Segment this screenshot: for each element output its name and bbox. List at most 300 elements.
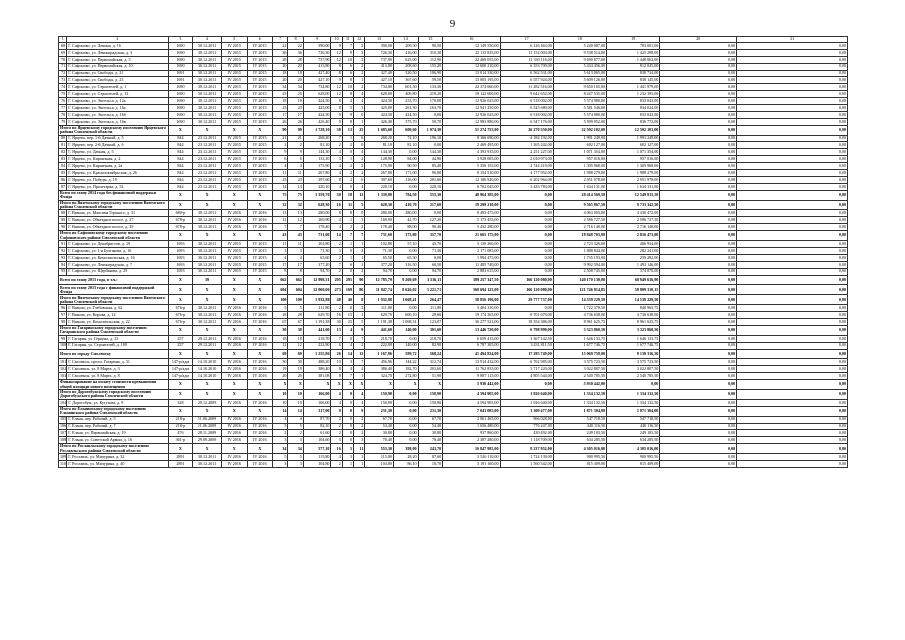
table-cell: 3 404 310,00 xyxy=(443,305,500,312)
table-cell: 1690 xyxy=(168,49,193,56)
table-cell: 386,40 xyxy=(303,366,331,373)
address-cell: Г. Ярцево, ул. Кирпичная, д. 2 xyxy=(67,156,168,163)
table-cell: 9 887 115,00 xyxy=(443,373,500,380)
table-cell: 30.12.2011 xyxy=(193,43,222,50)
table-cell: 0,00 xyxy=(737,318,848,325)
table-cell: 9 992 594,00 xyxy=(553,261,606,268)
address-cell: Г. Ельня, ул. Первомайская, д. 19 xyxy=(67,430,168,437)
table-row xyxy=(59,335,848,342)
table-cell: 815 409,00 xyxy=(553,460,606,467)
table-cell: 367,60 xyxy=(393,77,418,84)
table-cell: IV 2015 xyxy=(247,176,273,183)
table-cell: X xyxy=(303,380,331,390)
table-cell: 38 xyxy=(331,125,342,135)
table-cell: 4 594 905,00 xyxy=(443,399,500,406)
table-cell: 150,90 xyxy=(365,389,394,399)
table-cell: 0,00 xyxy=(737,285,848,295)
table-cell: 441,60 xyxy=(303,325,331,335)
table-cell: 3 xyxy=(273,437,288,444)
table-cell: 3 xyxy=(354,49,365,56)
table-cell: 3 xyxy=(331,437,342,444)
table-cell: 397,60 xyxy=(365,176,394,183)
table-cell: 0,00 xyxy=(737,444,848,454)
table-cell: 844 xyxy=(168,163,193,170)
table-cell: X xyxy=(247,444,273,454)
table-cell: 166 120 080,00 xyxy=(500,285,553,295)
table-cell: IV 2016 xyxy=(247,210,273,217)
table-cell: 18,70 xyxy=(418,460,443,467)
table-cell: 94,70 xyxy=(303,268,331,275)
table-cell: 14.10.2010 xyxy=(193,359,222,366)
table-cell: 96,80 xyxy=(418,170,443,177)
table-cell: 12 xyxy=(354,190,365,200)
table-cell: 2 251 227,00 xyxy=(500,149,553,156)
table-cell: X xyxy=(168,389,193,399)
table-cell: 12 983 880,00 xyxy=(443,118,500,125)
table-cell: 30.12.2011 xyxy=(193,111,222,118)
table-cell: 0,00 xyxy=(737,142,848,149)
table-cell: 0,00 xyxy=(737,77,848,84)
table-cell: 599,72 xyxy=(393,349,418,359)
table-row xyxy=(59,254,848,261)
table-cell: 0,00 xyxy=(737,125,848,135)
table-cell: 0,00 xyxy=(737,335,848,342)
table-row xyxy=(59,105,848,112)
table-cell: 68 949 616,90 xyxy=(607,275,660,285)
table-row xyxy=(59,247,848,254)
table-cell: 17 xyxy=(288,111,303,118)
table-cell: 4 xyxy=(342,98,353,105)
table-cell: 22 374 660,00 xyxy=(443,84,500,91)
table-cell: 91 xyxy=(59,241,67,248)
table-cell: 0,00 xyxy=(500,200,553,210)
table-cell: 0,00 xyxy=(737,399,848,406)
address-cell: Г. Сафоново, ул. Энгельса, д. 16в xyxy=(67,118,168,125)
table-cell: IV 2016 xyxy=(221,399,247,406)
table-cell: 5 xyxy=(342,444,353,454)
table-cell: 19 122 600,00 xyxy=(443,91,500,98)
table-cell: 166,00 xyxy=(303,399,331,406)
table-cell: 2 716 140,00 xyxy=(553,224,606,231)
table-cell: 121 746 814,85 xyxy=(553,285,606,295)
table-cell: IV 2016 xyxy=(247,423,273,430)
table-cell: 30.12.2011 xyxy=(193,70,222,77)
table-cell: 8 166 690,00 xyxy=(443,135,500,142)
table-cell: 13 xyxy=(273,210,288,217)
table-cell: X xyxy=(168,125,193,135)
table-cell: 838 145,00 xyxy=(607,77,660,84)
table-cell: X xyxy=(247,349,273,359)
table-cell: 116,00 xyxy=(393,176,418,183)
table-cell: 0,00 xyxy=(660,261,737,268)
table-cell: 6 518 002,00 xyxy=(500,111,553,118)
table-cell: IV 2016 xyxy=(221,217,247,224)
table-cell: X xyxy=(193,380,222,390)
table-cell: 2 xyxy=(288,142,303,149)
table-cell: 3 191 160,00 xyxy=(443,460,500,467)
table-cell: 70 xyxy=(59,56,67,63)
subtotal-label: Итого по Рославльскому городскому поселению Рославльского района Смоленской области xyxy=(59,444,169,454)
table-cell: 10 xyxy=(288,399,303,406)
table-cell: 0,00 xyxy=(660,318,737,325)
table-cell: 1 932,88 xyxy=(303,295,331,305)
table-cell: 0,00 xyxy=(500,210,553,217)
table-cell: 427,10 xyxy=(365,77,394,84)
table-cell: IV 2015 xyxy=(247,98,273,105)
table-cell: 7 xyxy=(288,224,303,231)
table-cell: 966 028,00 xyxy=(500,416,553,423)
table-cell: 4 xyxy=(288,254,303,261)
table-cell: 87,60 xyxy=(418,454,443,461)
table-cell: 2 xyxy=(288,430,303,437)
table-cell: 107 xyxy=(60,430,67,436)
table-cell: 0,00 xyxy=(500,231,553,241)
table-cell: 7 xyxy=(354,359,365,366)
table-cell: 9 642 652,00 xyxy=(500,91,553,98)
table-cell: 424,50 xyxy=(303,111,331,118)
table-cell: 96 xyxy=(59,305,67,312)
table-cell: 0,00 xyxy=(737,366,848,373)
table-cell: 0,00 xyxy=(660,423,737,430)
table-cell: 8 xyxy=(273,268,288,275)
table-cell: 9 690 877,00 xyxy=(553,56,606,63)
table-cell: 17 xyxy=(273,111,288,118)
table-cell: 547 718,50 xyxy=(553,416,606,423)
table-cell: 0,00 xyxy=(660,70,737,77)
table-cell: IV 2016 xyxy=(247,342,273,349)
table-cell: 6 557 924,00 xyxy=(500,77,553,84)
table-cell: 171,00 xyxy=(393,170,418,177)
table-cell: 5 xyxy=(273,454,288,461)
table-cell: 76 xyxy=(59,98,67,105)
table-cell: 18 xyxy=(288,70,303,77)
table-cell: 82,10 xyxy=(303,423,331,430)
subtotal-row xyxy=(59,325,848,335)
table-cell: 3 431 811,50 xyxy=(500,342,553,349)
subtotal-label: Итого по Дорогобужскому городскому поселению Дорогобужского района Смоленской области xyxy=(59,389,169,399)
table-cell: 6 xyxy=(342,70,353,77)
table-cell: 0,00 xyxy=(660,305,737,312)
table-cell: 0,00 xyxy=(660,399,737,406)
table-cell: 90 xyxy=(59,224,67,231)
table-cell: 568,24 xyxy=(418,349,443,359)
table-cell: 3 xyxy=(288,247,303,254)
table-cell: 6 787 305,00 xyxy=(443,342,500,349)
table-cell: X xyxy=(168,200,193,210)
table-cell: 2 387 280,00 xyxy=(443,437,500,444)
table-cell: 5 xyxy=(288,454,303,461)
table-cell: IV 2016 xyxy=(247,312,273,319)
table-cell: 30.12.2011 xyxy=(193,305,222,312)
table-cell: 1 722 378,50 xyxy=(553,305,606,312)
table-cell: 9 565 867,50 xyxy=(553,200,606,210)
table-cell: 0,00 xyxy=(737,247,848,254)
table-cell: 34 xyxy=(273,444,288,454)
table-cell: 21 xyxy=(273,135,288,142)
table-cell: X xyxy=(168,349,193,359)
table-cell: 776 247,00 xyxy=(500,423,553,430)
table-cell: 0,00 xyxy=(737,111,848,118)
table-cell: X xyxy=(193,285,222,295)
table-cell: IV 2015 xyxy=(221,56,247,63)
table-cell: 231,30 xyxy=(418,406,443,416)
table-cell: 220,10 xyxy=(418,183,443,190)
table-cell: 409,80 xyxy=(393,91,418,98)
table-cell: 30,80 xyxy=(365,430,394,437)
table-cell: 317,00 xyxy=(303,406,331,416)
table-cell: 9 139 316,50 xyxy=(607,349,660,359)
table-cell: 0,00 xyxy=(418,111,443,118)
table-cell: 0,00 xyxy=(500,261,553,268)
table-cell: X xyxy=(168,444,193,454)
table-cell: 5 356 155,00 xyxy=(443,163,500,170)
subtotal-label: Итого по Вяземскому городскому поселению Вяземского района Смоленской области xyxy=(59,200,169,210)
table-cell: 10 xyxy=(288,389,303,399)
column-number-cell: 17 xyxy=(500,37,553,43)
table-cell: 0,00 xyxy=(660,111,737,118)
table-cell: 441,60 xyxy=(365,325,394,335)
table-cell: 30 xyxy=(288,325,303,335)
table-cell: IV 2016 xyxy=(247,366,273,373)
address-cell: Г. Смоленск, ул. 8 Марта, д. 8 xyxy=(67,373,168,380)
table-cell: 12 106 920,00 xyxy=(443,176,500,183)
table-cell: 155,20 xyxy=(418,63,443,70)
table-cell: X xyxy=(193,200,222,210)
table-cell: 844 xyxy=(168,156,193,163)
table-cell: 0,00 xyxy=(737,163,848,170)
table-cell: 22 xyxy=(273,43,288,50)
table-cell: 1 xyxy=(354,373,365,380)
table-cell: X xyxy=(247,325,273,335)
table-cell: 833 043,00 xyxy=(607,98,660,105)
address-cell: Г. Ярцево, ул. Победы, д. 19 xyxy=(67,176,168,183)
table-cell: 28 xyxy=(288,312,303,319)
table-cell: 220,10 xyxy=(303,183,331,190)
subtotal-row xyxy=(59,125,848,135)
table-cell: X xyxy=(354,380,365,390)
table-cell: IV 2015 xyxy=(221,176,247,183)
table-cell: 111,80 xyxy=(365,305,394,312)
table-cell: 0,00 xyxy=(660,200,737,210)
table-cell: 8 xyxy=(331,210,342,217)
table-cell: 389 257 347,50 xyxy=(443,275,500,285)
column-number-cell: 15 xyxy=(418,37,443,43)
table-cell: 16 xyxy=(331,312,342,319)
table-cell: 68 xyxy=(59,43,67,50)
table-cell: 2 xyxy=(342,142,353,149)
table-cell: 41 494 824,00 xyxy=(443,349,500,359)
table-cell: IV 2015 xyxy=(221,63,247,70)
table-cell: 0,00 xyxy=(737,170,848,177)
table-cell: 21 665 175,00 xyxy=(443,231,500,241)
table-cell: 30.12.2011 xyxy=(193,268,222,275)
table-cell: 147-р/адм xyxy=(168,366,193,373)
table-cell: 3 xyxy=(342,359,353,366)
table-cell: 0,00 xyxy=(737,118,848,125)
table-cell: 5 613 065,00 xyxy=(553,70,606,77)
table-cell: 6 659 415,00 xyxy=(443,335,500,342)
table-cell: 22 115 835,00 xyxy=(443,49,500,56)
table-cell: 208,60 xyxy=(393,63,418,70)
table-cell: 0,00 xyxy=(393,430,418,437)
table-cell: 2 171 085,00 xyxy=(443,247,500,254)
subtotal-row xyxy=(59,349,848,359)
table-cell: 0,00 xyxy=(737,156,848,163)
table-cell: 390,00 xyxy=(303,43,331,50)
column-number-cell: 21 xyxy=(737,37,848,43)
table-cell: 4 xyxy=(354,91,365,98)
table-cell: 0,00 xyxy=(660,170,737,177)
table-cell: 6 762 985,00 xyxy=(500,359,553,366)
table-cell: 58 856 196,00 xyxy=(443,295,500,305)
table-cell: 604 xyxy=(288,285,303,295)
address-cell: Г. Сафоново, ул. Первомайская, д. 10 xyxy=(67,63,168,70)
table-cell: 553,30 xyxy=(365,444,394,454)
table-cell: 14 xyxy=(342,349,353,359)
table-cell: IV 2015 xyxy=(247,56,273,63)
table-cell: 2 xyxy=(354,70,365,77)
table-cell: 9 xyxy=(354,406,365,416)
table-cell: 0,00 xyxy=(737,312,848,319)
table-cell: 1691 xyxy=(168,77,193,84)
table-cell: 10 xyxy=(273,399,288,406)
table-cell: 0,00 xyxy=(660,118,737,125)
table-cell: 1693 xyxy=(168,261,193,268)
table-cell: 0,00 xyxy=(660,77,737,84)
table-cell: 84 xyxy=(59,163,67,170)
table-cell: 25 xyxy=(288,91,303,98)
table-cell: 937 860,00 xyxy=(443,430,500,437)
subtotal-row xyxy=(59,406,848,416)
table-cell: 95 xyxy=(59,268,67,275)
table-cell: 23.12.2011 xyxy=(193,149,222,156)
table-cell: 0,00 xyxy=(737,70,848,77)
table-cell: 128,90 xyxy=(365,156,394,163)
table-cell: 40 964 385,00 xyxy=(443,190,500,200)
table-cell: 6 xyxy=(273,156,288,163)
table-cell: 1690 xyxy=(168,105,193,112)
table-cell: 4 xyxy=(354,366,365,373)
table-cell: IV 2015 xyxy=(221,111,247,118)
table-cell: IV 2016 xyxy=(247,416,273,423)
table-cell: 280,00 xyxy=(393,210,418,217)
table-cell: 3 516,11 xyxy=(418,275,443,285)
table-cell: 71,30 xyxy=(303,247,331,254)
address-cell: Г. Вязьма, ул. Максима Горького, д. 31 xyxy=(67,210,168,217)
address-cell: Г. Ярцево, пер. 1-й Дачный, д. 5 xyxy=(67,135,168,142)
table-cell: X xyxy=(193,444,222,454)
table-cell: 71,30 xyxy=(418,247,443,254)
table-cell: IV 2016 xyxy=(247,460,273,467)
table-cell: 0,00 xyxy=(737,359,848,366)
table-cell: 30.12.2011 xyxy=(193,56,222,63)
table-cell: IV 2015 xyxy=(247,261,273,268)
table-cell: 88 xyxy=(59,210,67,217)
table-cell: X xyxy=(221,125,247,135)
table-cell: 0,00 xyxy=(393,305,418,312)
table-cell: 8 xyxy=(331,366,342,373)
table-cell: 0,00 xyxy=(393,149,418,156)
table-cell: 676-р xyxy=(168,318,193,325)
table-cell: 6 126 463,00 xyxy=(500,43,553,50)
table-cell: 20 xyxy=(288,373,303,380)
table-cell: 133,30 xyxy=(418,84,443,91)
table-cell: 28 xyxy=(273,312,288,319)
table-cell: 86 xyxy=(354,285,365,295)
table-cell: 42,70 xyxy=(393,217,418,224)
table-cell: 1690 xyxy=(168,98,193,105)
table-cell: X xyxy=(193,295,222,305)
table-cell: IV 2015 xyxy=(247,135,273,142)
table-cell: 12 xyxy=(331,56,342,63)
table-cell: 4 xyxy=(331,163,342,170)
table-cell: 25 xyxy=(273,91,288,98)
column-number-cell: 7 xyxy=(273,37,288,43)
table-cell: 377,20 xyxy=(365,261,394,268)
table-cell: 11 xyxy=(288,170,303,177)
table-cell: 488,20 xyxy=(303,359,331,366)
table-cell: IV 2015 xyxy=(221,268,247,275)
table-cell: 0,00 xyxy=(737,91,848,98)
table-cell: 30 xyxy=(331,318,342,325)
table-cell: 30.12.2011 xyxy=(193,454,222,461)
column-number-cell: 8 xyxy=(288,37,303,43)
table-cell: 7 xyxy=(331,335,342,342)
table-cell: 726,30 xyxy=(365,49,394,56)
table-cell: 840 965,75 xyxy=(607,305,660,312)
table-cell: 0,00 xyxy=(660,373,737,380)
table-cell: 2 xyxy=(331,268,342,275)
subtotal-label: Итого по Вяземскому городскому поселению Вяземского района Смоленской области xyxy=(59,295,169,305)
table-cell: IV 2016 xyxy=(247,373,273,380)
table-cell: 440 116,50 xyxy=(553,423,606,430)
table-cell: 94,70 xyxy=(418,268,443,275)
table-cell: 15 069 758,00 xyxy=(553,349,606,359)
data-table-container xyxy=(58,36,848,468)
table-cell: 900 995,50 xyxy=(553,454,606,461)
table-cell: 424,50 xyxy=(365,111,394,118)
table-cell: 17 285 749,00 xyxy=(500,349,553,359)
table-cell: 4 063 003,00 xyxy=(553,210,606,217)
table-cell: 18 xyxy=(273,98,288,105)
table-cell: IV 2015 xyxy=(221,98,247,105)
table-cell: 3 575 723,50 xyxy=(607,359,660,366)
table-cell: 2 883 615,00 xyxy=(443,268,500,275)
address-cell: Г. Ельня, ул. Советской Армии, д. 16 xyxy=(67,437,168,444)
table-cell: IV 2016 xyxy=(221,224,247,231)
table-cell: 784,50 xyxy=(393,190,418,200)
table-cell: 257 xyxy=(168,335,193,342)
table-cell: IV 2016 xyxy=(247,224,273,231)
table-cell: 2 540 785,50 xyxy=(607,373,660,380)
table-cell: 1 448 062,00 xyxy=(607,56,660,63)
table-cell: 0,00 xyxy=(737,224,848,231)
table-cell: 48 xyxy=(331,295,342,305)
table-cell: 0 xyxy=(342,268,353,275)
table-cell: 1 xyxy=(342,156,353,163)
table-cell: 2 xyxy=(354,170,365,177)
table-cell: 12 926 025,00 xyxy=(443,98,500,105)
address-cell: Г. Вязьма, ул. Объездное шоссе, д. 29 xyxy=(67,224,168,231)
table-cell: 4 xyxy=(354,399,365,406)
table-cell: 94,70 xyxy=(365,268,394,275)
address-cell: Г. Рославль, ул. Мичурина, д. 40 xyxy=(67,460,168,467)
table-cell: 104,80 xyxy=(303,460,331,467)
table-cell: X xyxy=(193,325,222,335)
table-row xyxy=(59,366,848,373)
table-cell: 602 127,00 xyxy=(553,142,606,149)
table-cell: 0,00 xyxy=(393,389,418,399)
